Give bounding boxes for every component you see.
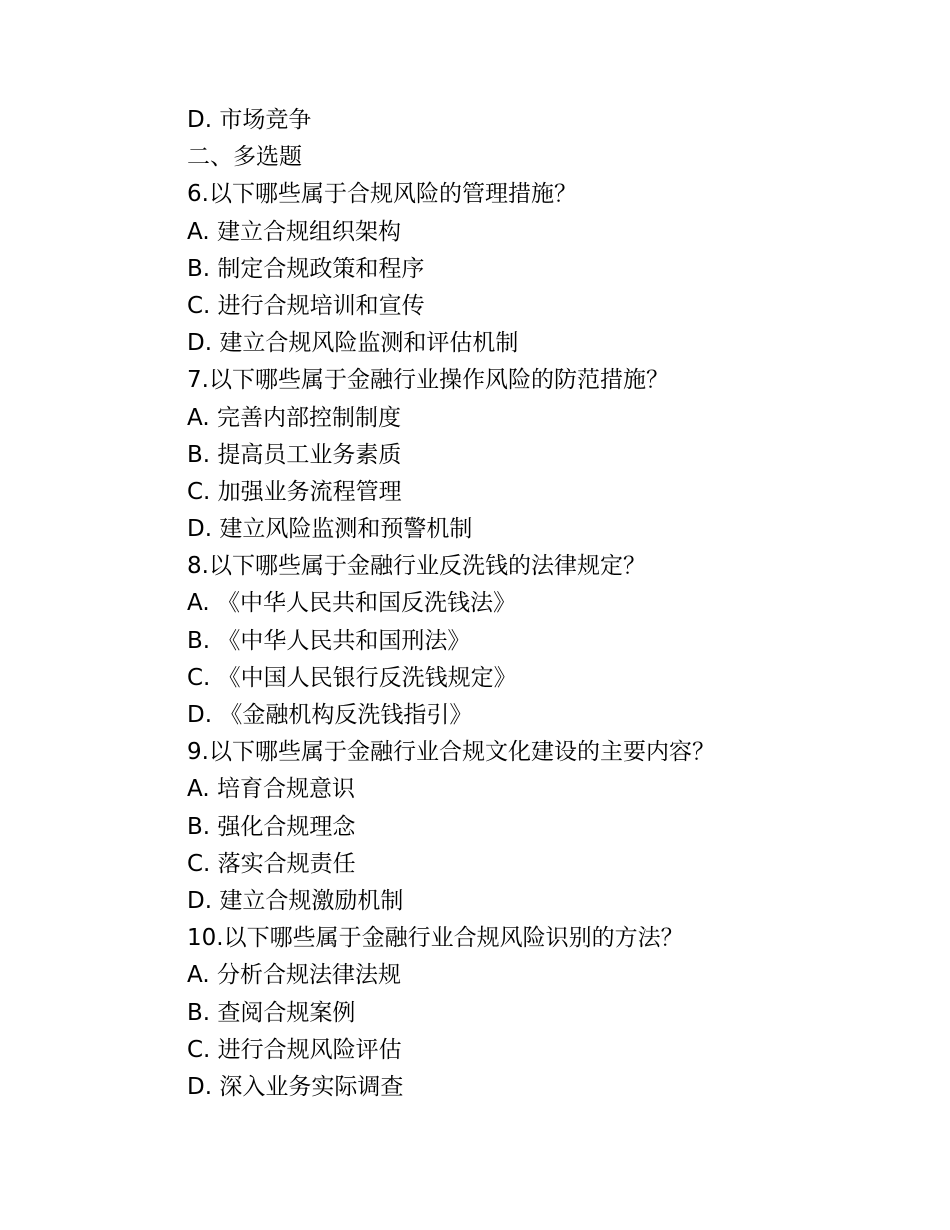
- option-line: C. 《中国人民银行反洗钱规定》: [187, 664, 517, 691]
- option-line: A. 《中华人民共和国反洗钱法》: [187, 590, 516, 617]
- section-heading: 二、多选题: [187, 144, 302, 171]
- option-line: C. 进行合规风险评估: [187, 1036, 402, 1063]
- option-line: A. 建立合规组织架构: [187, 218, 401, 245]
- option-line: D. 建立风险监测和预警机制: [187, 516, 473, 543]
- option-line: A. 培育合规意识: [187, 776, 355, 803]
- option-line: C. 加强业务流程管理: [187, 478, 402, 505]
- option-line: C. 落实合规责任: [187, 850, 356, 877]
- option-line: B. 查阅合规案例: [187, 999, 356, 1026]
- option-line: A. 完善内部控制制度: [187, 404, 401, 431]
- question-line: 10.以下哪些属于金融行业合规风险识别的方法？: [187, 925, 684, 952]
- question-line: 8.以下哪些属于金融行业反洗钱的法律规定？: [187, 553, 646, 580]
- option-line: D. 建立合规风险监测和评估机制: [187, 330, 519, 357]
- option-line: D. 《金融机构反洗钱指引》: [187, 702, 473, 728]
- document-body: [187, 102, 887, 1106]
- option-line: B. 提高员工业务素质: [187, 441, 402, 468]
- option-line: D. 建立合规激励机制: [187, 887, 404, 914]
- question-line: 6.以下哪些属于合规风险的管理措施？: [187, 181, 577, 208]
- option-line: B. 制定合规政策和程序: [187, 255, 425, 282]
- option-line: D. 深入业务实际调查: [187, 1073, 404, 1100]
- option-line: C. 进行合规培训和宣传: [187, 292, 425, 319]
- question-line: 9.以下哪些属于金融行业合规文化建设的主要内容？: [187, 739, 715, 766]
- option-line: A. 分析合规法律法规: [187, 962, 401, 989]
- question-line: 7.以下哪些属于金融行业操作风险的防范措施？: [187, 367, 669, 394]
- option-line: B. 强化合规理念: [187, 813, 356, 840]
- option-line: B. 《中华人民共和国刑法》: [187, 627, 471, 654]
- option-line: D. 市场竞争: [187, 107, 312, 133]
